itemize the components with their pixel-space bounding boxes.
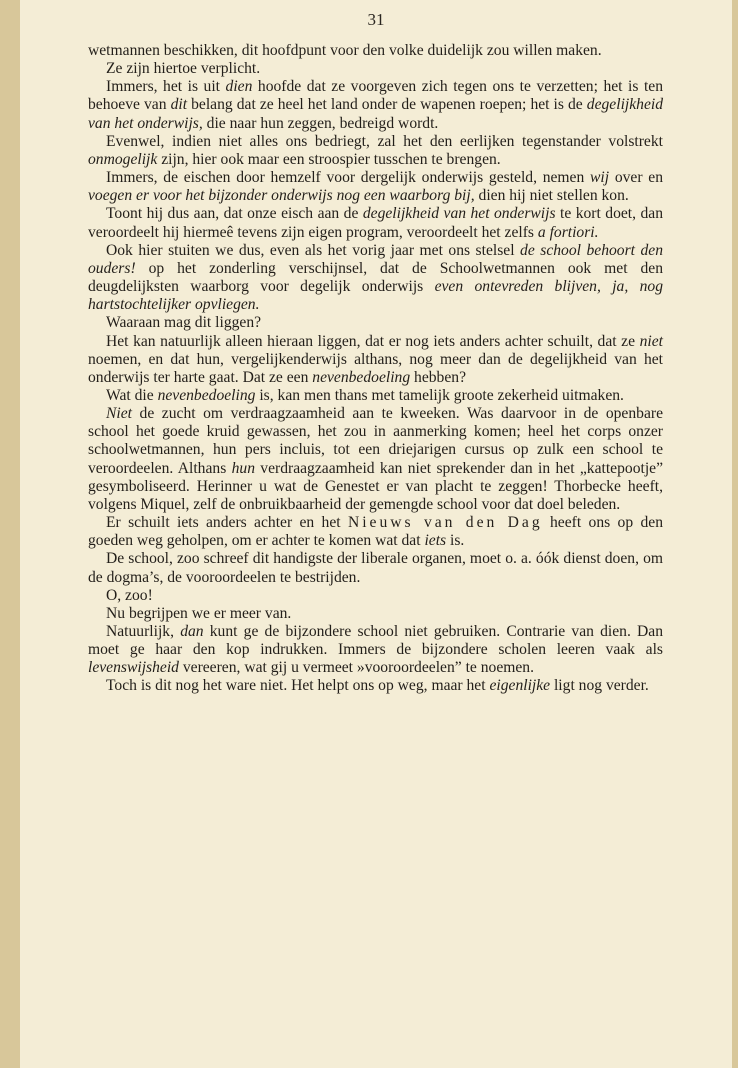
text-run: Ze zijn hiertoe verplicht.	[106, 60, 261, 78]
paragraph	[88, 587, 663, 605]
italic-text: even ontevreden blijven, ja, nog hartstochtelijker opvliegen.	[88, 278, 663, 314]
text-run: Ook hier stuiten we dus, even als het vorig jaar met ons stelsel	[106, 241, 521, 259]
paragraph	[88, 314, 663, 332]
text-run: belang dat ze heel het land onder de wapenen roepen; het is de	[187, 96, 587, 114]
text-run: ligt nog verder.	[550, 677, 649, 695]
italic-text: voegen er voor het bijzonder onderwijs nog een waarborg bij,	[88, 187, 475, 205]
text-run: hebben?	[410, 368, 466, 386]
italic-text: nevenbedoeling	[312, 368, 411, 386]
text-run: Waaraan mag dit liggen?	[106, 314, 262, 332]
text-run: kunt ge de bijzondere school niet gebruiken. Contrarie van dien. Dan moet ge haar den kop indrukken. Immers de bijzondere scholen leeren vaak als	[88, 623, 663, 659]
paragraph	[88, 169, 663, 205]
paragraph	[88, 605, 663, 623]
text-run: De school, zoo schreef dit handigste der liberale organen, moet o. a. óók dienst doen, om de dogma’s, de vooroordeelen te bestrijden.	[88, 550, 663, 586]
text-run: Wat die	[106, 386, 158, 404]
paragraph	[88, 133, 663, 169]
paragraph	[88, 205, 663, 241]
italic-text: levenswijsheid	[88, 659, 179, 677]
text-run: Immers, het is uit	[106, 78, 226, 96]
text-run: die naar hun zeggen, bedreigd wordt.	[202, 114, 439, 132]
paragraph	[88, 677, 663, 695]
text-run: Toch is dit nog het ware niet. Het helpt ons op weg, maar het	[106, 677, 490, 695]
text-run: Immers, de eischen door hemzelf voor dergelijk onderwijs gesteld, nemen	[106, 169, 591, 187]
paragraph	[88, 242, 663, 315]
text-run: Natuurlijk,	[106, 623, 181, 640]
paragraph	[88, 42, 663, 60]
italic-text: a fortiori.	[537, 223, 599, 241]
text-run: te kort doet, dan veroordeelt hij hiermeê tevens zijn eigen program, veroordeelt het zelfs	[88, 205, 664, 241]
italic-text: dien	[225, 78, 253, 96]
italic-text: onmogelijk	[88, 150, 158, 168]
text-run: verdraagzaamheid kan niet sprekender dan in het „kattepootje” gesymboliseerd. Herinner u wat de Genestet er van placht te zeggen! Thorbecke heeft, volgens Miquel, zelf de onbruikbaarheid der gemengde school voor dat doel beleden.	[88, 459, 663, 513]
italic-text: niet	[639, 332, 663, 350]
italic-text: degelijkheid van het onderwijs,	[88, 96, 663, 132]
paragraph	[88, 623, 663, 677]
italic-text: hun	[231, 459, 255, 477]
italic-text: de school behoort den ouders!	[88, 241, 664, 277]
text-run: op het zonderling verschijnsel, dat de Schoolwetmannen ook met den deugdelijksten waarborg voor degelijk onderwijs	[88, 259, 663, 296]
text-run: over en	[609, 169, 663, 187]
paragraph	[88, 387, 663, 405]
text-run: Evenwel, indien niet alles ons bedriegt, zal het den eerlijken tegenstander volstrekt	[106, 132, 663, 150]
italic-text: dan	[180, 623, 204, 640]
text-run: zijn, hier ook maar een stroospier tusschen te brengen.	[157, 150, 501, 168]
spaced-text: Nieuws van den Dag	[347, 514, 543, 532]
text-run: Er schuilt iets anders achter en het	[106, 514, 348, 532]
paragraph	[88, 550, 663, 586]
book-page	[20, 0, 732, 1068]
text-run: hoofde dat ze voorgeven zich tegen ons te verzetten; het is ten behoeve van	[88, 78, 663, 114]
text-run: de zucht om verdraagzaamheid aan te kweeken. Was daarvoor in de openbare school het goede kruid gewassen, het zou in aanmerking komen; heel het corps onzer schoolwetmannen, hun pers incluis, tot een driejarigen cursus op zulk een school te veroordeelen. Althans	[88, 405, 663, 477]
text-run: heeft ons op den goeden weg geholpen, om er achter te komen wat dat	[88, 514, 663, 550]
paragraph	[88, 333, 663, 387]
italic-text: nevenbedoeling	[157, 386, 256, 404]
paragraph	[88, 78, 663, 132]
italic-text: eigenlijke	[489, 677, 551, 695]
paragraph	[88, 60, 663, 78]
text-run: is, kan men thans met tamelijk groote zekerheid uitmaken.	[255, 386, 624, 404]
italic-text: iets	[424, 532, 447, 550]
page-number: 31	[367, 10, 385, 29]
text-run: wetmannen beschikken, dit hoofdpunt voor den volke duidelijk zou willen maken.	[88, 42, 602, 59]
text-run: noemen, en dat hun, vergelijkenderwijs althans, nog meer dan de degelijkheid van het onderwijs ter harte gaat. Dat ze een	[88, 350, 663, 386]
italic-text: dit	[170, 96, 188, 114]
italic-text: wij	[590, 169, 610, 187]
body-text	[88, 42, 663, 696]
text-run: O, zoo!	[106, 586, 153, 604]
text-run: Toont hij dus aan, dat onze eisch aan de	[106, 205, 363, 223]
paragraph	[88, 405, 663, 514]
text-run: vereeren, wat gij u vermeet »vooroordeelen” te noemen.	[178, 659, 534, 677]
italic-text: Niet	[106, 405, 132, 423]
text-run: is.	[446, 532, 465, 550]
italic-text: degelijkheid van het onderwijs	[362, 205, 556, 223]
text-run: Nu begrijpen we er meer van.	[106, 604, 292, 622]
text-run: dien hij niet stellen kon.	[474, 187, 629, 205]
paragraph	[88, 514, 663, 550]
text-run: Het kan natuurlijk alleen hieraan liggen, dat er nog iets anders achter schuilt, dat ze	[106, 332, 640, 350]
